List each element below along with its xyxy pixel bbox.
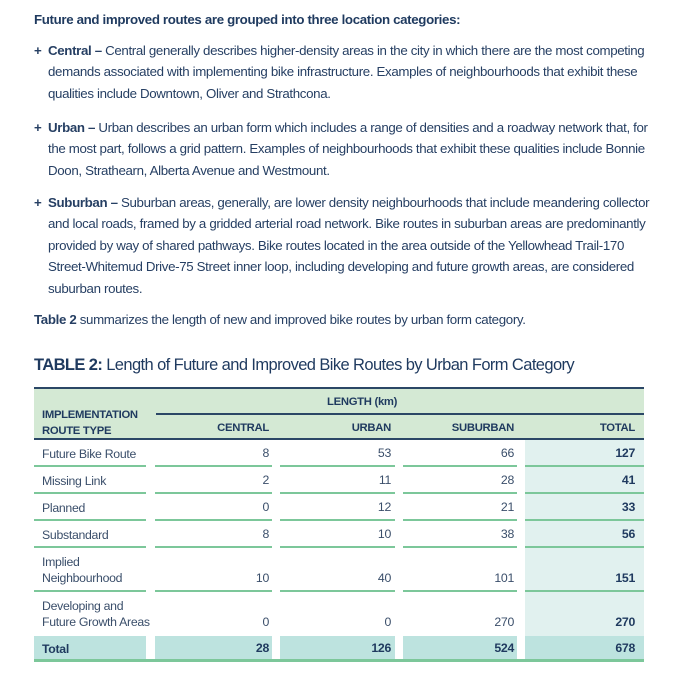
table-total-row — [34, 636, 644, 662]
cell-urban: 12 — [377, 500, 391, 514]
table-reference: Table 2 — [34, 312, 77, 327]
intro-heading: Future and improved routes are grouped into three location categories: — [34, 12, 461, 27]
plus-bullet-icon: + — [34, 43, 42, 58]
cell-urban: 11 — [378, 473, 391, 487]
cell-total: 127 — [615, 446, 635, 460]
cell-central: 0 — [262, 500, 269, 514]
cell-total: 270 — [615, 615, 635, 629]
list-item-suburban — [34, 192, 664, 299]
row-label-line2: Neighbourhood — [42, 571, 123, 585]
header-route-type — [42, 407, 138, 439]
cell-suburban: 66 — [500, 446, 514, 460]
total-urban: 126 — [371, 641, 391, 655]
list-item-urban — [34, 117, 664, 181]
list-item-central — [34, 40, 664, 104]
table-title — [34, 356, 574, 375]
table-row — [34, 440, 644, 467]
total-label: Total — [42, 642, 69, 656]
cell-central: 0 — [262, 615, 269, 629]
route-length-table — [34, 387, 644, 662]
table-row — [34, 521, 644, 548]
cell-central: 10 — [255, 571, 269, 585]
table-title-prefix: TABLE 2: — [34, 356, 103, 374]
term-central: Central – — [48, 43, 102, 58]
header-central: CENTRAL — [217, 422, 269, 434]
row-label — [42, 598, 150, 630]
table-row — [34, 494, 644, 521]
term-suburban: Suburban – — [48, 195, 118, 210]
table-header — [34, 387, 644, 440]
cell-total: 56 — [621, 527, 635, 541]
table-summary — [34, 312, 526, 327]
total-central: 28 — [255, 641, 269, 655]
header-route-type-line2: ROUTE TYPE — [42, 425, 112, 437]
cell-suburban: 21 — [500, 500, 514, 514]
table-row — [34, 467, 644, 494]
cell-central: 2 — [262, 473, 269, 487]
row-label-line1: Implied — [42, 555, 80, 569]
plus-bullet-icon: + — [34, 195, 42, 210]
description-central: Central generally describes higher-density areas in the city in which there are the most competing demands associated with implementing bike infrastructure. Examples of neighbourhoods that exhibit these qualities include Downtown, Oliver and Strathcona. — [48, 43, 645, 101]
row-label-line1: Developing and — [42, 599, 124, 613]
plus-bullet-icon: + — [34, 120, 42, 135]
cell-central: 8 — [262, 527, 269, 541]
header-suburban: SUBURBAN — [451, 422, 514, 434]
row-label: Future Bike Route — [42, 447, 137, 461]
cell-suburban: 28 — [500, 473, 514, 487]
header-urban: URBAN — [351, 422, 391, 434]
summary-text: summarizes the length of new and improved bike routes by urban form category. — [76, 312, 526, 327]
cell-suburban: 38 — [500, 527, 514, 541]
term-urban: Urban – — [48, 120, 96, 135]
description-suburban: Suburban areas, generally, are lower density neighbourhoods that include meandering collector and local roads, framed by a gridded arterial road network. Bike routes in suburban areas are predominantly provided by way of shared pathways. Bike routes located in the area outside of the Yellowhead Trail-170 Street-Whitemud Drive-75 Street inner loop, including developing and future growth areas, are considered suburban routes. — [48, 195, 650, 296]
row-label-line2: Future Growth Areas — [42, 615, 150, 629]
cell-urban: 40 — [377, 571, 391, 585]
cell-urban: 0 — [384, 615, 391, 629]
row-label: Missing Link — [42, 474, 107, 488]
row-label: Substandard — [42, 528, 109, 542]
cell-suburban: 270 — [494, 615, 514, 629]
total-suburban: 524 — [494, 641, 514, 655]
cell-total: 33 — [621, 500, 635, 514]
header-route-type-line1: IMPLEMENTATION — [42, 409, 138, 421]
cell-suburban: 101 — [494, 571, 514, 585]
cell-total: 151 — [615, 571, 635, 585]
cell-central: 8 — [262, 446, 269, 460]
header-divider — [156, 413, 644, 415]
header-length-group: LENGTH (km) — [327, 396, 398, 408]
header-total: TOTAL — [599, 422, 635, 434]
table-row — [34, 548, 644, 592]
row-label: Planned — [42, 501, 86, 515]
cell-urban: 10 — [377, 527, 391, 541]
cell-total: 41 — [621, 473, 635, 487]
total-total: 678 — [615, 641, 635, 655]
row-label — [42, 554, 122, 586]
description-urban: Urban describes an urban form which includes a range of densities and a roadway network that, for the most part, follows a grid pattern. Examples of neighbourhoods that exhibit these qualities include Bonnie Doon, Strathearn, Alberta Avenue and Westmount. — [48, 120, 648, 178]
table-title-text: Length of Future and Improved Bike Routes by Urban Form Category — [102, 356, 575, 374]
table-row — [34, 592, 644, 636]
cell-urban: 53 — [377, 446, 391, 460]
